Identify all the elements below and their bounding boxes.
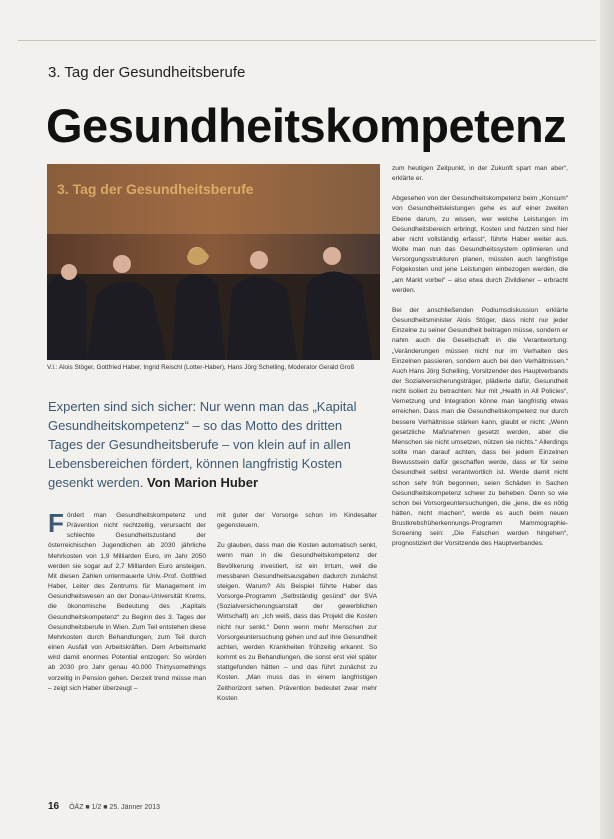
photo-caption: V.l.: Alois Stöger, Gottfried Haber, Ingrid Reischl (Lotter-Haber), Hans Jörg Schelling, Moderator Gerald Groß [47,364,355,371]
issue-info: ÖÄZ ■ 1/2 ■ 25. Jänner 2013 [69,804,161,811]
column-2-para-2: Zu glauben, dass man die Kosten automatisch senkt, wenn man in die Gesundheitskompetenz der Bevölkerung investiert, ist ein Irrtum, weil die messbaren Gesundheitsausgaben dadurch zunächst steigen. Warum? Als Beispiel führte Haber das Vorsorge-Programm „Selbständig gesünd“ der SVA (Sozialversicherungsanstalt der gewerblichen Wirtschaft) an: „Ich weiß, dass das Projekt die Kosten nicht nur senkt.“ Denn wenn mehr Menschen zur Vorsorgeuntersuchung gehen und auf ihre Gesundheit achten, werden Krankheiten frühzeitig erkannt. So kommt es zu Behandlungen, die sonst erst viel später stattgefunden hätten – und das führt zunächst zu Kosten. „Man muss das in einem langfristigen Zeithorizont sehen. Prävention bedeutet zwar mehr Kosten [217,542,377,702]
top-rule [18,40,596,41]
lede-text: Experten sind sich sicher: Nur wenn man das „Kapital Gesundheitskompetenz“ – so das Motto des dritten Tages der Gesundheitsberufe – von klein auf in allen Lebensbereichen fördert, können langfristig Kosten gesenkt werden. [48,399,357,490]
panel-photo [47,164,380,360]
column-3 [392,164,568,550]
column-2 [217,511,377,704]
column-3-para-3: Bei der anschließenden Podiumsdiskussion erklärte Gesundheitsminister Alois Stöger, dass nicht nur jeder Einzelne zu seiner Gesundheit beitragen müsse, sondern er nahm auch die Gesellschaft in die Verantwortung: „Veränderungen müssen nicht nur im Verhalten des Einzelnen passieren, sondern auch bei den Verhältnissen.“ Auch Hans Jörg Schelling, Vorsitzender des Hauptverbands der Sozialversicherungsträger, plädierte dafür, Gesundheit nicht isoliert zu betrachten: Nur mit „Health in All Policies“, Vernetzung und Integration könne man langfristig etwas erreichen. Dass man die Gesundheitskompetenz nur durch bessere Verhältnisse stärken kann, glaubt er nicht: „Wenn gesetzliche Maßnahmen gesetzt werden, aber die Menschen sie nicht umsetzen, nützen sie nichts.“ Allerdings sollte man darauf achten, dass bei jedem Einzelnen Bewusstsein dafür geschaffen werde, dass er für seine Gesundheit selbst verantwortlich ist. Werde damit nicht schon sehr früh begonnen, seien Schäden in Sachen Gesundheitskompetenz schwer zu beheben. Denn so wie schon bei Vorsorgeuntersuchungen, die „jene, die es nötig hätten, nicht machen“, werde es auch beim neuen Brustkrebsfrüherkennungs-Programm Mammographie-Screening sein: „Die Falschen werden hingehen“, prognostiziert der Vorsitzende des Hauptverbandes. [392,306,568,548]
page-number: 16 [48,801,60,812]
column-3-para-1: zum heutigen Zeitpunkt, in der Zukunft spart man aber“, erklärte er. [392,165,568,183]
photo-banner-text: 3. Tag der Gesundheitsberufe [57,181,254,197]
headline: Gesundheitskompetenz [46,99,567,152]
page-fold [600,0,614,839]
column-3-para-2: Abgesehen von der Gesundheitskompetenz beim „Konsum“ von Gesundheitsleistungen gehe es auf einer zweiten Ebene darum, zu wissen, wer welche Leistungen im Gesundheitsbereich erbringt, Kosten und Nutzen sind hier aber nicht vollständig erfasst“, führte Haber weiter aus. Wolle man nun das Gesundheitssystem optimieren und Versorgungsstrukturen planen, müssten auch langfristige Folgekosten und jene Leistungen einbezogen werden, die „am Markt vorbei“ – also etwa durch Zivildiener – erbracht werden. [392,195,568,294]
dropcap: F [48,508,64,538]
author-byline: Von Marion Huber [147,475,259,490]
lede [48,397,370,492]
column-1 [48,508,206,694]
column-2-para-1: mit guter der Vorsorge schon im Kindesalter gegensteuern. [217,512,377,530]
kicker: 3. Tag der Gesundheitsberufe [48,64,246,81]
page-footer [48,801,160,812]
column-1-text: ördert man Gesundheitskompetenz und Prävention nicht rechtzeitig, verursacht der schlechte Gesundheitszustand der österreichischen Jugendlichen ab 2030 jährliche Mehrkosten von 1,9 Milliarden Euro, im Jahr 2050 werden sie sogar auf 2,7 Milliarden Euro ansteigen. Mit diesen Zahlen untermauerte Univ.-Prof. Gottfried Haber, Leiter des Zentrums für Management im Gesundheitswesen an der Donau-Universität Krems, die ökonomische Bedeutung des „Kapitals Gesundheitskompetenz“ zu Beginn des 3. Tages der Gesundheitsberufe in Wien. Zum Teil entstehen diese Mehrkosten durch Behandlungen, zum Teil durch einen Ausfall von Arbeitskräften. Dem Arbeitsmarkt wird damit enormes Potential entzogen: So würden ab 2030 pro Jahr genau 40.000 Thirtysomethings vorzeitig in Pension gehen. Derzeit trend müsse man – zeigt sich Haber überzeugt – [48,512,206,692]
